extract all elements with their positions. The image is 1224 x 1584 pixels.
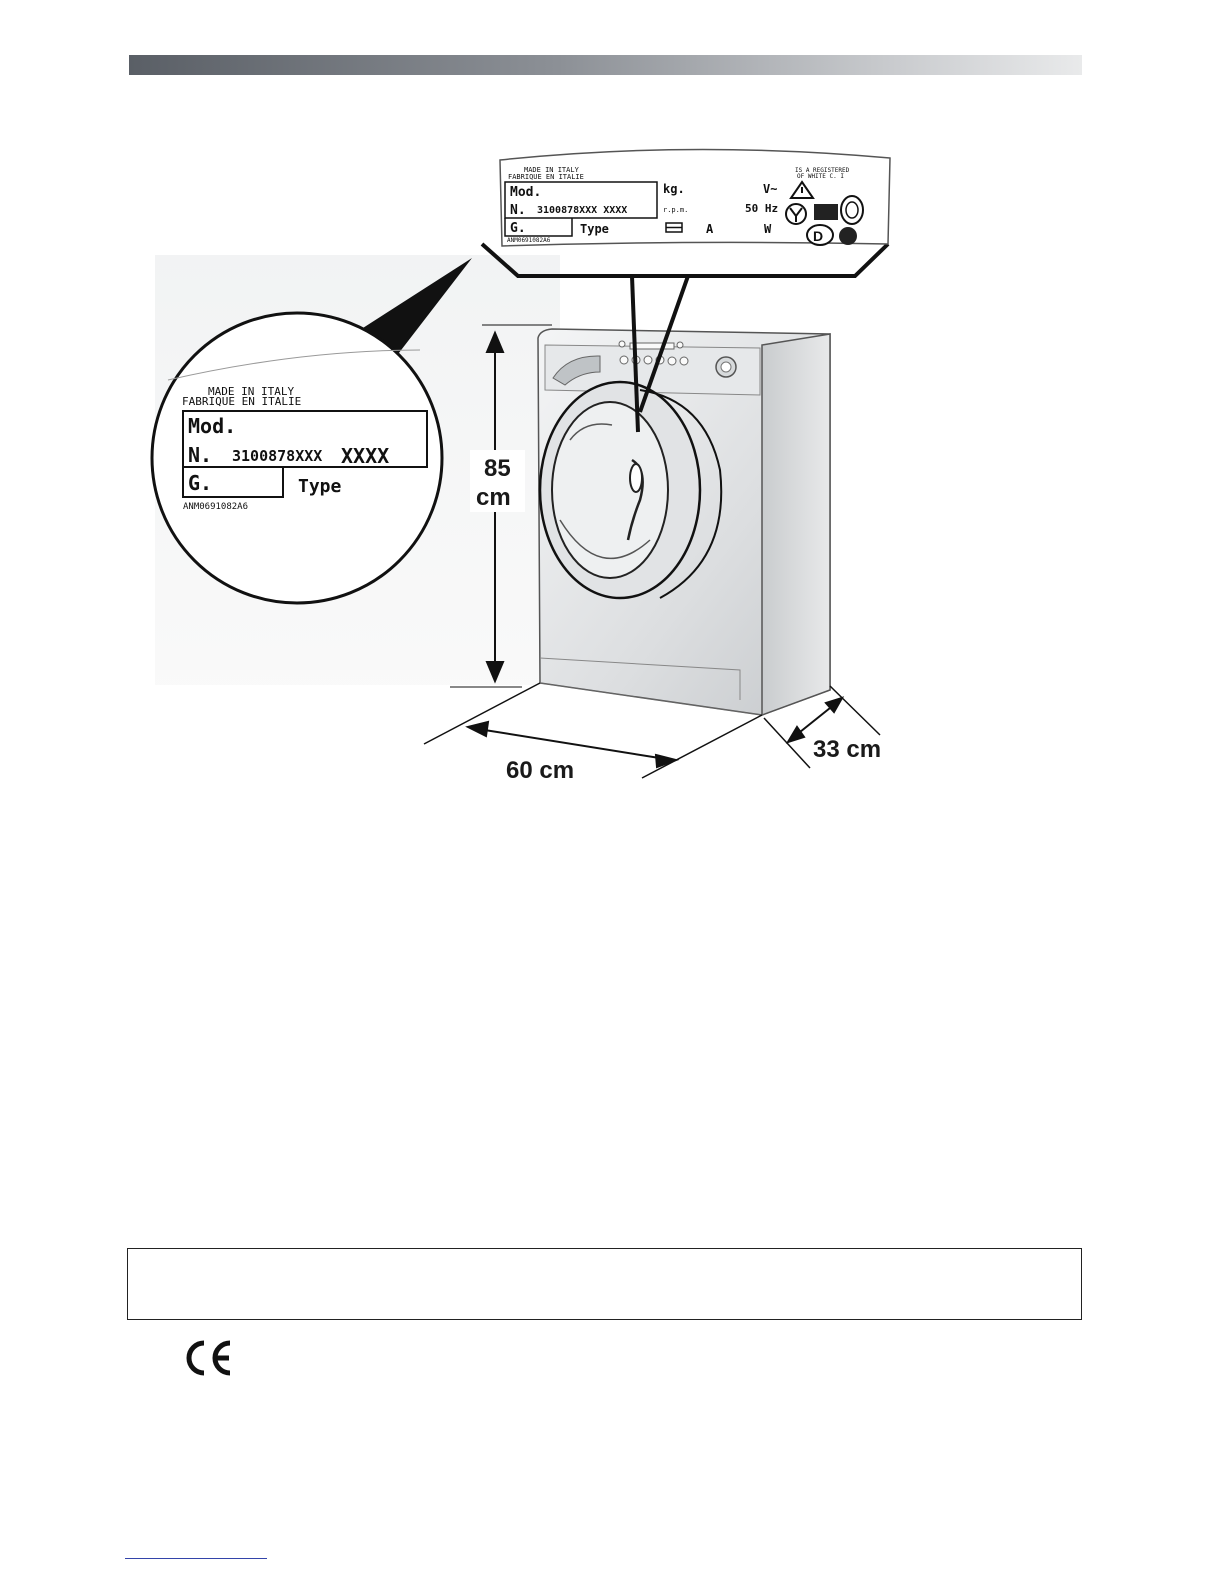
zoom-fabrique: FABRIQUE EN ITALIE bbox=[182, 395, 302, 408]
plate-amp: A bbox=[706, 222, 714, 236]
plate-rpm: r.p.m. bbox=[663, 206, 689, 214]
zoom-type: Type bbox=[298, 476, 342, 497]
plate-registered-1: IS A REGISTERED bbox=[795, 167, 850, 174]
plate-fabrique: FABRIQUE EN ITALIE bbox=[508, 173, 584, 181]
plate-n: N. bbox=[510, 203, 526, 218]
zoom-serial-b: XXXX bbox=[341, 444, 390, 468]
width-label: 60 cm bbox=[506, 757, 575, 784]
d-mark-icon bbox=[807, 225, 833, 245]
approval-mark-icon bbox=[814, 204, 838, 220]
plate-registered-2: OF WHITE C. I bbox=[797, 173, 844, 180]
note-box bbox=[127, 1248, 1082, 1320]
plate-mod: Mod. bbox=[510, 185, 542, 200]
zoom-mod: Mod. bbox=[188, 414, 237, 438]
zoom-serial-a: 3100878XXX bbox=[232, 447, 323, 465]
plate-serial: 3100878XXX XXXX bbox=[537, 205, 628, 216]
footer-rule bbox=[125, 1558, 267, 1559]
plate-volt: V~ bbox=[763, 182, 778, 196]
plate-code: ANM0691082A6 bbox=[507, 237, 551, 244]
zoom-n: N. bbox=[188, 443, 213, 467]
plate-kg: kg. bbox=[663, 182, 685, 196]
ce-mark-icon bbox=[184, 1338, 236, 1378]
safety-mark-icon bbox=[841, 196, 863, 224]
plate-type: Type bbox=[580, 222, 609, 236]
plate-watt: W bbox=[764, 222, 772, 236]
zoom-circle bbox=[152, 313, 442, 603]
plate-hz: 50 Hz bbox=[745, 202, 779, 215]
zoom-made-in: MADE IN ITALY bbox=[208, 385, 295, 398]
washing-machine bbox=[538, 329, 830, 715]
zoom-g: G. bbox=[188, 471, 213, 495]
height-value: 85 bbox=[484, 455, 511, 482]
depth-label: 33 cm bbox=[813, 736, 882, 763]
plate-g: G. bbox=[510, 221, 526, 236]
zoom-code: ANM0691082A6 bbox=[183, 502, 249, 512]
certification-icon bbox=[786, 204, 806, 224]
plate-made-in: MADE IN ITALY bbox=[524, 166, 579, 174]
plate-cert-d: D bbox=[813, 228, 824, 244]
rating-plate bbox=[500, 149, 890, 246]
height-unit: cm bbox=[476, 484, 511, 511]
round-mark-icon bbox=[839, 227, 857, 245]
